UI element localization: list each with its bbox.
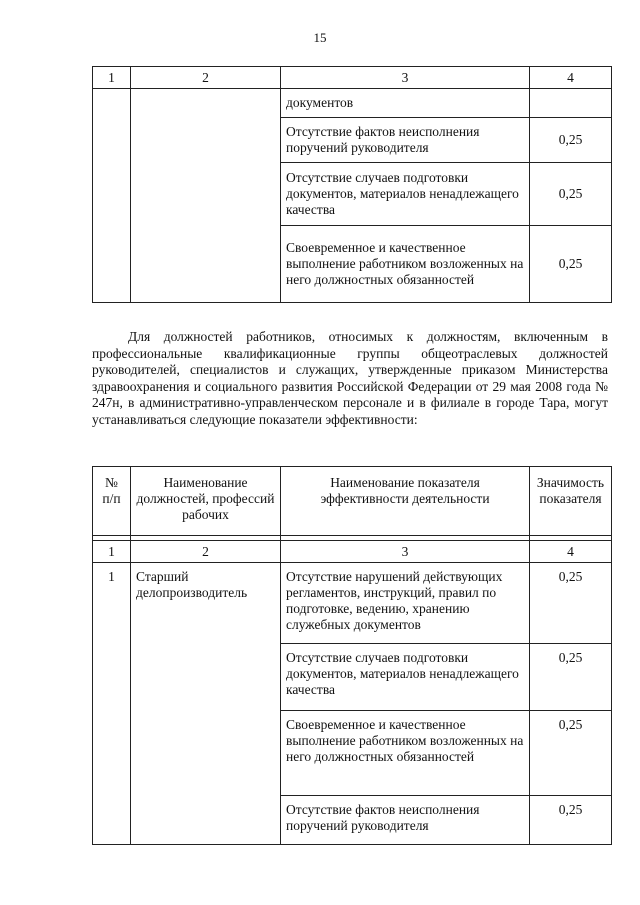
table-header-row [93, 467, 612, 536]
value-cell: 0,25 [530, 226, 612, 303]
indicator-cell: Отсутствие фактов неисполнения поручений руководителя [281, 796, 530, 845]
indicator-cell: Отсутствие случаев подготовки документов, материалов ненадлежащего качества [281, 163, 530, 226]
column-number-cell: 1 [93, 541, 131, 563]
indicator-cell: Своевременное и качественное выполнение работником возложенных на него должностных обязанностей [281, 711, 530, 796]
table-row [93, 563, 612, 644]
indicator-cell: Отсутствие фактов неисполнения поручений руководителя [281, 118, 530, 163]
value-cell: 0,25 [530, 711, 612, 796]
page-number: 15 [313, 30, 327, 45]
column-number-cell: 2 [131, 67, 281, 89]
header-position-cell: Наименование должностей, профессий рабочих [131, 467, 281, 536]
value-cell: 0,25 [530, 118, 612, 163]
body-paragraph: Для должностей работников, относимых к должностям, включенным в профессиональные квалификационные группы общеотраслевых должностей руководителей, специалистов и служащих, утвержденные приказом Министерства здравоохранения и социального развития Российской Федерации от 29 мая 2008 года № 247н, в административно-управленческом персонале и в филиале в городе Тара, могут устанавливаться следующие показатели эффективности: [92, 329, 608, 427]
empty-number-cell [93, 89, 131, 303]
column-number-cell: 4 [530, 541, 612, 563]
column-numbers-row [93, 541, 612, 563]
header-number-cell: № п/п [93, 467, 131, 536]
column-number-cell: 3 [281, 67, 530, 89]
indicator-cell: Отсутствие нарушений действующих регламентов, инструкций, правил по подготовке, ведению, хранению служебных документов [281, 563, 530, 644]
row-number-cell: 1 [93, 563, 131, 845]
value-cell: 0,25 [530, 563, 612, 644]
indicators-table [92, 466, 612, 845]
indicator-cell: документов [281, 89, 530, 118]
value-cell: 0,25 [530, 796, 612, 845]
empty-position-cell [131, 89, 281, 303]
value-cell [530, 89, 612, 118]
position-cell: Старший делопроизводитель [131, 563, 281, 845]
value-cell: 0,25 [530, 163, 612, 226]
indicator-cell: Отсутствие случаев подготовки документов, материалов ненадлежащего качества [281, 644, 530, 711]
header-value-cell: Значимость показателя [530, 467, 612, 536]
continued-indicators-table [92, 66, 612, 303]
table-row [93, 89, 612, 118]
header-indicator-cell: Наименование показателя эффективности деятельности [281, 467, 530, 536]
value-cell: 0,25 [530, 644, 612, 711]
column-number-cell: 2 [131, 541, 281, 563]
table-header-row [93, 67, 612, 89]
indicator-cell: Своевременное и качественное выполнение работником возложенных на него должностных обязанностей [281, 226, 530, 303]
column-number-cell: 1 [93, 67, 131, 89]
column-number-cell: 3 [281, 541, 530, 563]
column-number-cell: 4 [530, 67, 612, 89]
